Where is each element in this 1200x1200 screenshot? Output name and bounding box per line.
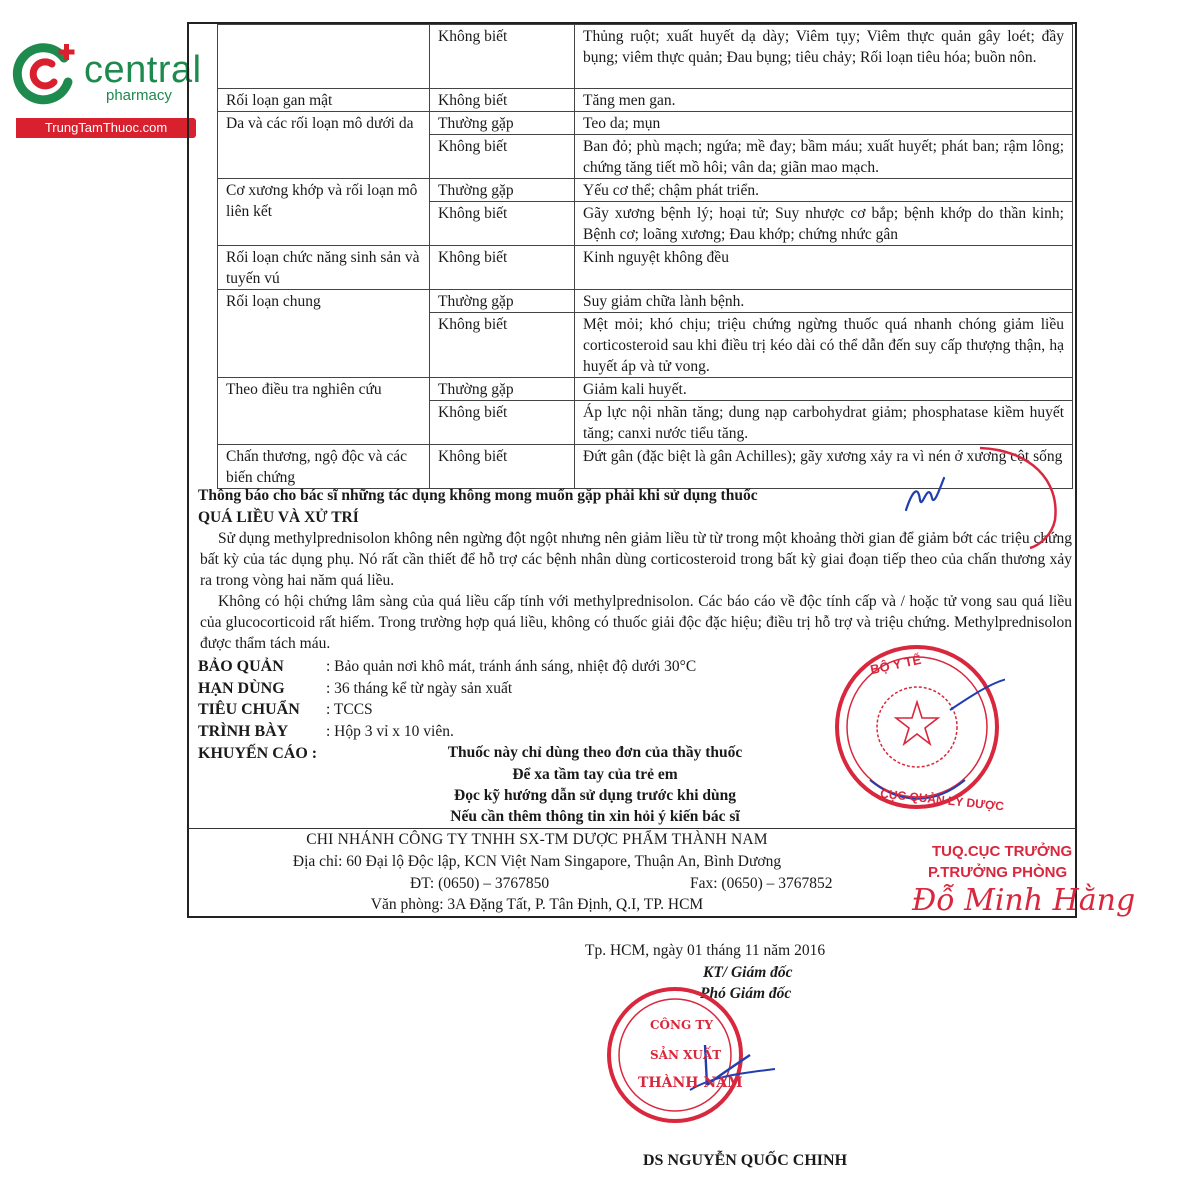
table-row <box>218 246 1073 290</box>
table-cell-frequency: Không biết <box>430 135 575 179</box>
company-name: CHI NHÁNH CÔNG TY TNHH SX-TM DƯỢC PHẨM THÀNH NAM <box>306 831 768 848</box>
signoff-role-1: KT/ Giám đốc <box>703 964 793 981</box>
table-cell-effect: Áp lực nội nhãn tăng; dung nạp carbohydrat giảm; phosphatase kiềm huyết tăng; canxi nước tiểu tăng. <box>575 401 1073 445</box>
table-cell-effect: Gãy xương bệnh lý; hoại tử; Suy nhược cơ bắp; bệnh khớp do thần kinh; Bệnh cơ; loãng xương; Đau khớp; chứng nhức gân <box>575 202 1073 246</box>
company-seal-text: THÀNH NAM <box>638 1075 743 1091</box>
signoff-date: Tp. HCM, ngày 01 tháng 11 năm 2016 <box>585 942 826 959</box>
table-cell-frequency: Không biết <box>430 313 575 378</box>
expiry-value: : 36 tháng kể từ ngày sản xuất <box>326 680 513 697</box>
table-cell-effect: Thủng ruột; xuất huyết dạ dày; Viêm tụy; Viêm thực quản gây loét; đầy bụng; viêm thực quản; Đau bụng; tiêu chảy; Rối loạn tiêu hóa; buồn nôn. <box>575 25 1073 89</box>
standard-value: : TCCS <box>326 701 373 718</box>
table-cell-effect: Ban đỏ; phù mạch; ngứa; mề đay; bầm máu; xuất huyết; phát ban; rậm lông; chứng tăng tiết mồ hôi; vân da; giãn mao mạch. <box>575 135 1073 179</box>
table-cell-group: Cơ xương khớp và rối loạn mô liên kết <box>218 179 430 246</box>
company-office: Văn phòng: 3A Đặng Tất, P. Tân Định, Q.I, TP. HCM <box>370 896 704 913</box>
central-logo-icon <box>12 38 82 108</box>
table-row <box>218 378 1073 401</box>
table-cell-effect: Kinh nguyệt không đều <box>575 246 1073 290</box>
approval-title-1: TUQ.CỤC TRƯỞNG <box>932 843 1073 860</box>
warning-label: KHUYẾN CÁO : <box>198 745 318 762</box>
side-effects-table <box>217 24 1073 489</box>
table-cell-effect: Yếu cơ thể; chậm phát triển. <box>575 179 1073 202</box>
table-cell-group: Rối loạn gan mật <box>218 89 430 112</box>
company-phone: ĐT: (0650) – 3767850 <box>410 875 550 892</box>
table-row <box>218 290 1073 313</box>
table-cell-frequency: Thường gặp <box>430 112 575 135</box>
warning-line: Đọc kỹ hướng dẫn sử dụng trước khi dùng <box>454 787 736 804</box>
table-cell-frequency: Không biết <box>430 401 575 445</box>
table-cell-effect: Teo da; mụn <box>575 112 1073 135</box>
table-cell-frequency: Thường gặp <box>430 179 575 202</box>
company-address: Địa chỉ: 60 Đại lộ Độc lập, KCN Việt Nam Singapore, Thuận An, Bình Dương <box>292 853 782 870</box>
company-fax: Fax: (0650) – 3767852 <box>690 875 833 892</box>
table-row <box>218 179 1073 202</box>
table-row <box>218 89 1073 112</box>
warning-line: Để xa tầm tay của trẻ em <box>512 766 678 783</box>
table-row <box>218 25 1073 89</box>
storage-label: BẢO QUẢN <box>198 658 284 675</box>
storage-value: : Bảo quản nơi khô mát, tránh ánh sáng, nhiệt độ dưới 30°C <box>326 658 697 675</box>
approval-title-2: P.TRƯỞNG PHÒNG <box>928 864 1068 881</box>
company-seal-text: CÔNG TY <box>650 1018 713 1032</box>
overdose-heading: QUÁ LIỀU VÀ XỬ TRÍ <box>198 509 359 526</box>
table-cell-group: Rối loạn chung <box>218 290 430 378</box>
signer-name: DS NGUYỄN QUỐC CHINH <box>643 1152 848 1169</box>
table-cell-effect: Giảm kali huyết. <box>575 378 1073 401</box>
logo-site-banner: TrungTamThuoc.com <box>16 118 196 138</box>
pharmacy-logo <box>8 36 208 136</box>
pack-label: TRÌNH BÀY <box>198 723 289 740</box>
table-cell-frequency: Không biết <box>430 445 575 489</box>
approval-signature-name: Đỗ Minh Hằng <box>912 883 1136 918</box>
table-cell-group: Theo điều tra nghiên cứu <box>218 378 430 445</box>
logo-sub-text: pharmacy <box>106 87 172 104</box>
company-seal-text: SẢN XUẤT <box>650 1048 722 1062</box>
table-cell-effect: Đứt gân (đặc biệt là gân Achilles); gãy xương xảy ra vì nén ở xương cột sống <box>575 445 1073 489</box>
table-row <box>218 112 1073 135</box>
logo-brand-text: central <box>84 49 202 91</box>
ministry-seal-top-text: BỘ Y TẾ <box>868 651 923 678</box>
standard-label: TIÊU CHUẨN <box>198 701 300 718</box>
overdose-paragraph-2: Không có hội chứng lâm sàng của quá liều cấp tính với methylprednisolon. Các báo cáo về độc tính cấp và / hoặc tử vong sau quá liều của glucocorticoid rất hiếm. Trong trường hợp quá liều, không có thuốc giải độc đặc hiệu; điều trị hỗ trợ và triệu chứng. Methylprednisolon được thẩm tách máu. <box>200 593 1072 652</box>
expiry-label: HẠN DÙNG <box>198 680 285 697</box>
warning-line: Thuốc này chỉ dùng theo đơn của thầy thuốc <box>447 744 743 761</box>
table-cell-frequency: Không biết <box>430 202 575 246</box>
warning-line: Nếu cần thêm thông tin xin hỏi ý kiến bác sĩ <box>450 808 740 825</box>
signoff-role-2: Phó Giám đốc <box>700 985 792 1002</box>
table-cell-frequency: Không biết <box>430 25 575 89</box>
ministry-seal-bottom-text: CỤC QUẢN LÝ DƯỢC <box>879 786 1005 814</box>
table-cell-group: Da và các rối loạn mô dưới da <box>218 112 430 179</box>
table-cell-frequency: Không biết <box>430 246 575 290</box>
table-cell-frequency: Không biết <box>430 89 575 112</box>
overdose-paragraph-1: Sử dụng methylprednisolon không nên ngừng đột ngột nhưng nên giảm liều từ từ trong một khoảng thời gian để giảm bớt các triệu chứng bất kỳ của tác dụng phụ. Nó rất cần thiết để hỗ trợ các bệnh nhân dùng corticosteroid trong bất kỳ giai đoạn tiếp theo của chấn thương xảy ra trong vòng hai năm quá liều. <box>200 530 1072 589</box>
table-cell-frequency: Thường gặp <box>430 290 575 313</box>
table-cell-effect: Suy giảm chữa lành bệnh. <box>575 290 1073 313</box>
table-cell-effect: Tăng men gan. <box>575 89 1073 112</box>
pack-value: : Hộp 3 vỉ x 10 viên. <box>326 723 454 740</box>
side-effect-notice: Thông báo cho bác sĩ những tác dụng không mong muốn gặp phải khi sử dụng thuốc <box>198 487 758 504</box>
table-cell-group: Chấn thương, ngộ độc và các biến chứng <box>218 445 430 489</box>
table-cell-group <box>218 25 430 89</box>
table-cell-group: Rối loạn chức năng sinh sản và tuyến vú <box>218 246 430 290</box>
partial-stamp-arc <box>920 440 1070 550</box>
table-cell-effect: Mệt mỏi; khó chịu; triệu chứng ngừng thuốc quá nhanh chóng giảm liều corticosteroid sau khi điều trị kéo dài có thể dẫn đến suy cấp thượng thận, hạ huyết áp và tử vong. <box>575 313 1073 378</box>
table-cell-frequency: Thường gặp <box>430 378 575 401</box>
